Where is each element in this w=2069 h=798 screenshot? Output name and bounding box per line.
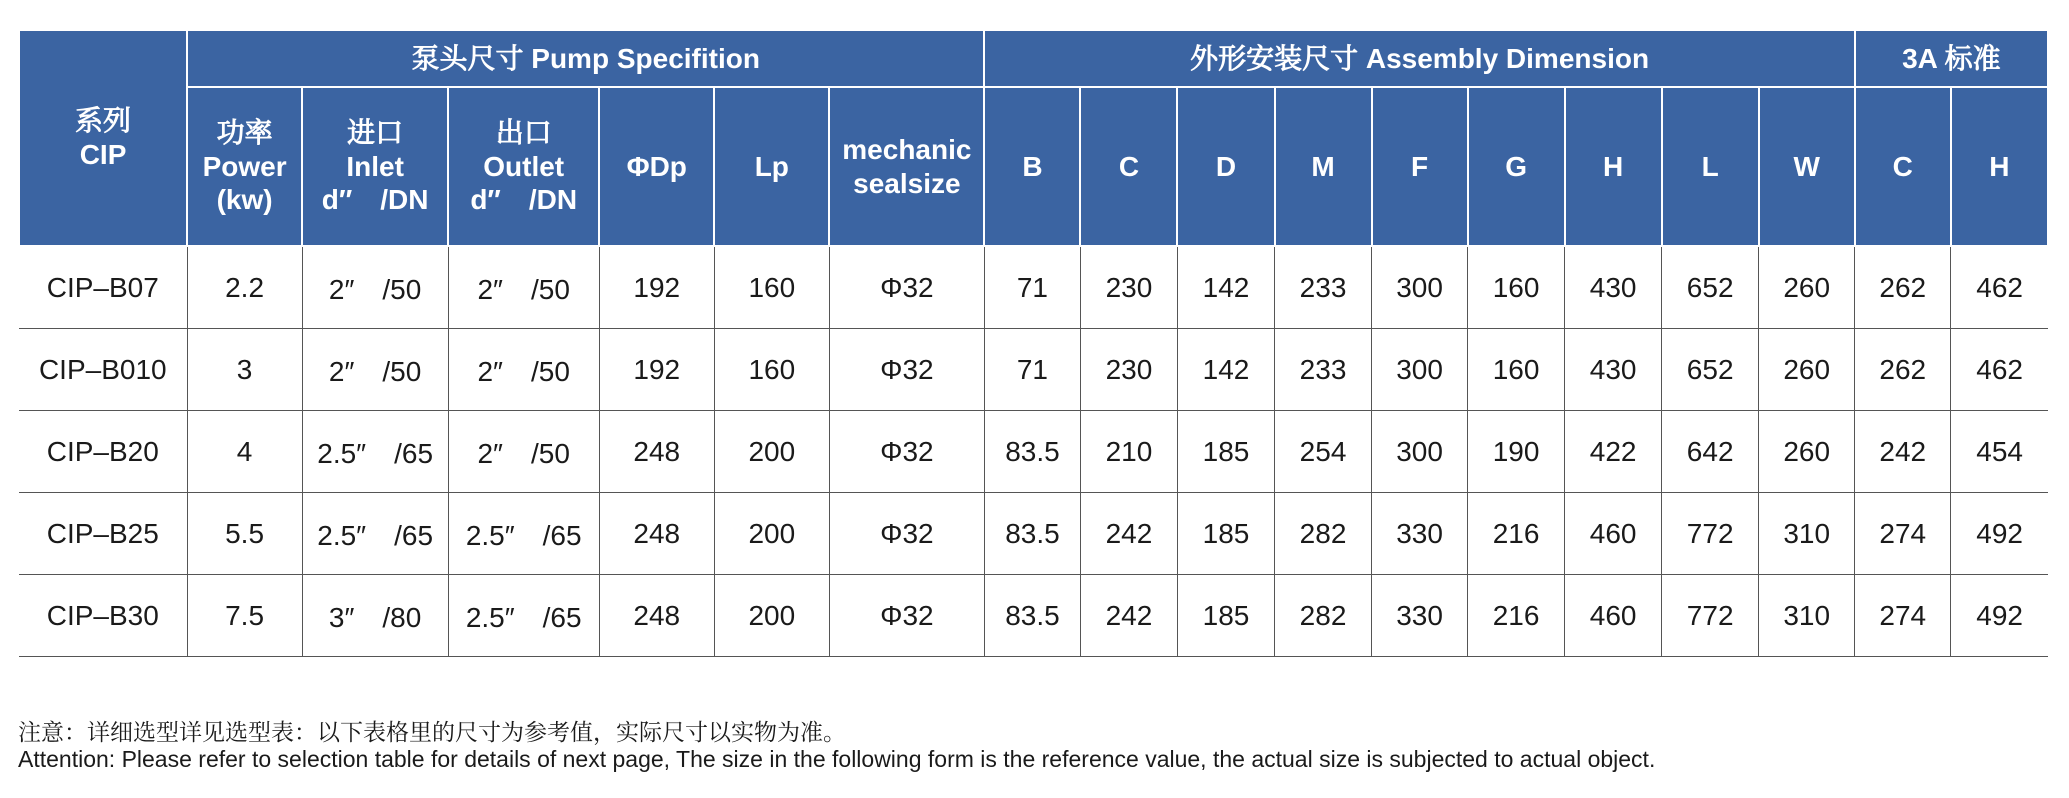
table-body (19, 246, 2048, 657)
column-header-line: L (1701, 150, 1719, 182)
column-header-line: 出口 (495, 117, 552, 149)
table-cell: 454 (1951, 411, 2048, 493)
table-row (19, 246, 2048, 329)
table-cell: 248 (599, 575, 714, 657)
table-cell: 210 (1080, 411, 1177, 493)
table-cell: 185 (1177, 493, 1274, 575)
table-cell: 142 (1177, 329, 1274, 411)
column-header-3 (599, 87, 714, 246)
column-header-line: Power (202, 150, 287, 182)
column-header-line: d″ /DN (321, 184, 429, 216)
table-cell: 83.5 (984, 411, 1080, 493)
table-cell: 242 (1855, 411, 1951, 493)
table-cell: 310 (1759, 493, 1855, 575)
table-cell: 260 (1759, 246, 1855, 329)
header-group-row (19, 30, 2048, 87)
table-cell: 300 (1372, 246, 1468, 329)
table-cell: Φ32 (829, 575, 984, 657)
table-cell: 192 (599, 246, 714, 329)
table-cell: 2″ /50 (302, 329, 448, 411)
header-group-2: 3A 标准 (1855, 30, 2048, 87)
table-cell: 460 (1565, 493, 1662, 575)
table-cell: 160 (714, 329, 829, 411)
table-cell: 200 (714, 575, 829, 657)
table-cell: 262 (1855, 246, 1951, 329)
series-header-en: CIP (79, 139, 127, 170)
table-cell: 330 (1372, 493, 1468, 575)
table-cell: 300 (1372, 411, 1468, 493)
table-cell: 642 (1662, 411, 1759, 493)
table-cell: 2.5″ /65 (448, 493, 599, 575)
table-cell: 200 (714, 411, 829, 493)
column-header-line: C (1118, 150, 1140, 182)
table-cell: 5.5 (187, 493, 302, 575)
table-cell: 492 (1951, 493, 2048, 575)
table-cell: 230 (1080, 329, 1177, 411)
table-cell: 7.5 (187, 575, 302, 657)
column-header-line: Outlet (483, 150, 565, 182)
table-cell: 242 (1080, 575, 1177, 657)
table-cell: Φ32 (829, 246, 984, 329)
column-header-14 (1759, 87, 1855, 246)
model-cell: CIP–B010 (19, 329, 187, 411)
column-header-line: Lp (754, 150, 789, 182)
table-cell: 274 (1855, 493, 1951, 575)
table-cell: 2.5″ /65 (448, 575, 599, 657)
table-cell: 282 (1275, 493, 1372, 575)
column-header-line: (kw) (216, 184, 273, 216)
column-header-line: B (1022, 150, 1043, 182)
table-row (19, 411, 2048, 493)
table-cell: 71 (984, 329, 1080, 411)
table-cell: Φ32 (829, 493, 984, 575)
column-header-line: ΦDp (626, 150, 687, 182)
table-cell: 462 (1951, 246, 2048, 329)
model-cell: CIP–B20 (19, 411, 187, 493)
table-cell: 248 (599, 493, 714, 575)
table-header (19, 30, 2048, 246)
column-header-line: D (1215, 150, 1237, 182)
table-row (19, 575, 2048, 657)
column-header-line: G (1505, 150, 1527, 182)
table-cell: 772 (1662, 493, 1759, 575)
table-cell: 142 (1177, 246, 1274, 329)
table-cell: 2″ /50 (448, 329, 599, 411)
table-cell: 300 (1372, 329, 1468, 411)
table-cell: 462 (1951, 329, 2048, 411)
table-cell: 2.5″ /65 (302, 411, 448, 493)
header-group-0: 泵头尺寸 Pump Specifition (187, 30, 984, 87)
table-cell: 2.5″ /65 (302, 493, 448, 575)
table-cell: 83.5 (984, 493, 1080, 575)
column-header-line: 进口 (347, 117, 404, 149)
table-cell: 260 (1759, 411, 1855, 493)
table-cell: 2″ /50 (448, 246, 599, 329)
table-cell: 492 (1951, 575, 2048, 657)
table-cell: 772 (1662, 575, 1759, 657)
column-header-5 (829, 87, 984, 246)
table-cell: 282 (1275, 575, 1372, 657)
model-cell: CIP–B30 (19, 575, 187, 657)
table-cell: 260 (1759, 329, 1855, 411)
table-cell: 242 (1080, 493, 1177, 575)
column-header-1 (302, 87, 448, 246)
pump-spec-table (18, 29, 2049, 657)
table-cell: 248 (599, 411, 714, 493)
table-cell: 190 (1468, 411, 1565, 493)
table-cell: 160 (1468, 329, 1565, 411)
table-cell: 230 (1080, 246, 1177, 329)
column-header-9 (1275, 87, 1372, 246)
model-cell: CIP–B25 (19, 493, 187, 575)
column-header-line: d″ /DN (470, 184, 578, 216)
column-header-line: Inlet (346, 150, 404, 182)
table-cell: 310 (1759, 575, 1855, 657)
column-header-4 (714, 87, 829, 246)
column-header-line: F (1411, 150, 1429, 182)
column-header-13 (1662, 87, 1759, 246)
table-cell: 185 (1177, 575, 1274, 657)
table-cell: 83.5 (984, 575, 1080, 657)
table-cell: 3″ /80 (302, 575, 448, 657)
table-cell: 216 (1468, 575, 1565, 657)
column-header-8 (1177, 87, 1274, 246)
table-cell: 2″ /50 (448, 411, 599, 493)
note-chinese: 注意：详细选型详见选型表：以下表格里的尺寸为参考值，实际尺寸以实物为准。 (18, 719, 846, 745)
table-cell: 2.2 (187, 246, 302, 329)
table-cell: 652 (1662, 246, 1759, 329)
table-cell: 4 (187, 411, 302, 493)
note-english: Attention: Please refer to selection table for details of next page, The size in the following form is the reference value, the actual size is subjected to actual object. (18, 746, 1656, 772)
table-row (19, 329, 2048, 411)
table-cell: 233 (1275, 246, 1372, 329)
column-header-line: sealsize (853, 167, 961, 199)
column-header-7 (1080, 87, 1177, 246)
table-cell: 460 (1565, 575, 1662, 657)
series-header (19, 30, 187, 246)
table-cell: 216 (1468, 493, 1565, 575)
table-cell: 330 (1372, 575, 1468, 657)
table-cell: 274 (1855, 575, 1951, 657)
column-header-11 (1468, 87, 1565, 246)
column-header-line: M (1311, 150, 1335, 182)
table-cell: 185 (1177, 411, 1274, 493)
column-header-0 (187, 87, 302, 246)
table-cell: 3 (187, 329, 302, 411)
table-cell: 430 (1565, 246, 1662, 329)
table-cell: Φ32 (829, 411, 984, 493)
column-header-line: C (1892, 150, 1913, 182)
column-header-6 (984, 87, 1080, 246)
model-cell: CIP–B07 (19, 246, 187, 329)
table-cell: Φ32 (829, 329, 984, 411)
table-cell: 652 (1662, 329, 1759, 411)
table-row (19, 493, 2048, 575)
column-header-line: W (1793, 150, 1820, 182)
column-header-16 (1951, 87, 2048, 246)
table-cell: 422 (1565, 411, 1662, 493)
column-header-line: 功率 (216, 117, 273, 149)
table-cell: 192 (599, 329, 714, 411)
column-header-12 (1565, 87, 1662, 246)
column-header-line: H (1989, 150, 2010, 182)
column-header-line: H (1603, 150, 1624, 182)
table-cell: 71 (984, 246, 1080, 329)
table-cell: 262 (1855, 329, 1951, 411)
header-group-1: 外形安装尺寸 Assembly Dimension (984, 30, 1854, 87)
column-header-15 (1855, 87, 1951, 246)
table-cell: 254 (1275, 411, 1372, 493)
table-cell: 430 (1565, 329, 1662, 411)
column-header-10 (1372, 87, 1468, 246)
table-cell: 233 (1275, 329, 1372, 411)
table-cell: 160 (714, 246, 829, 329)
table-cell: 2″ /50 (302, 246, 448, 329)
table-cell: 160 (1468, 246, 1565, 329)
header-column-row (19, 87, 2048, 246)
series-header-cn: 系列 (75, 105, 132, 137)
table-cell: 200 (714, 493, 829, 575)
column-header-line: mechanic (842, 133, 972, 165)
column-header-2 (448, 87, 599, 246)
